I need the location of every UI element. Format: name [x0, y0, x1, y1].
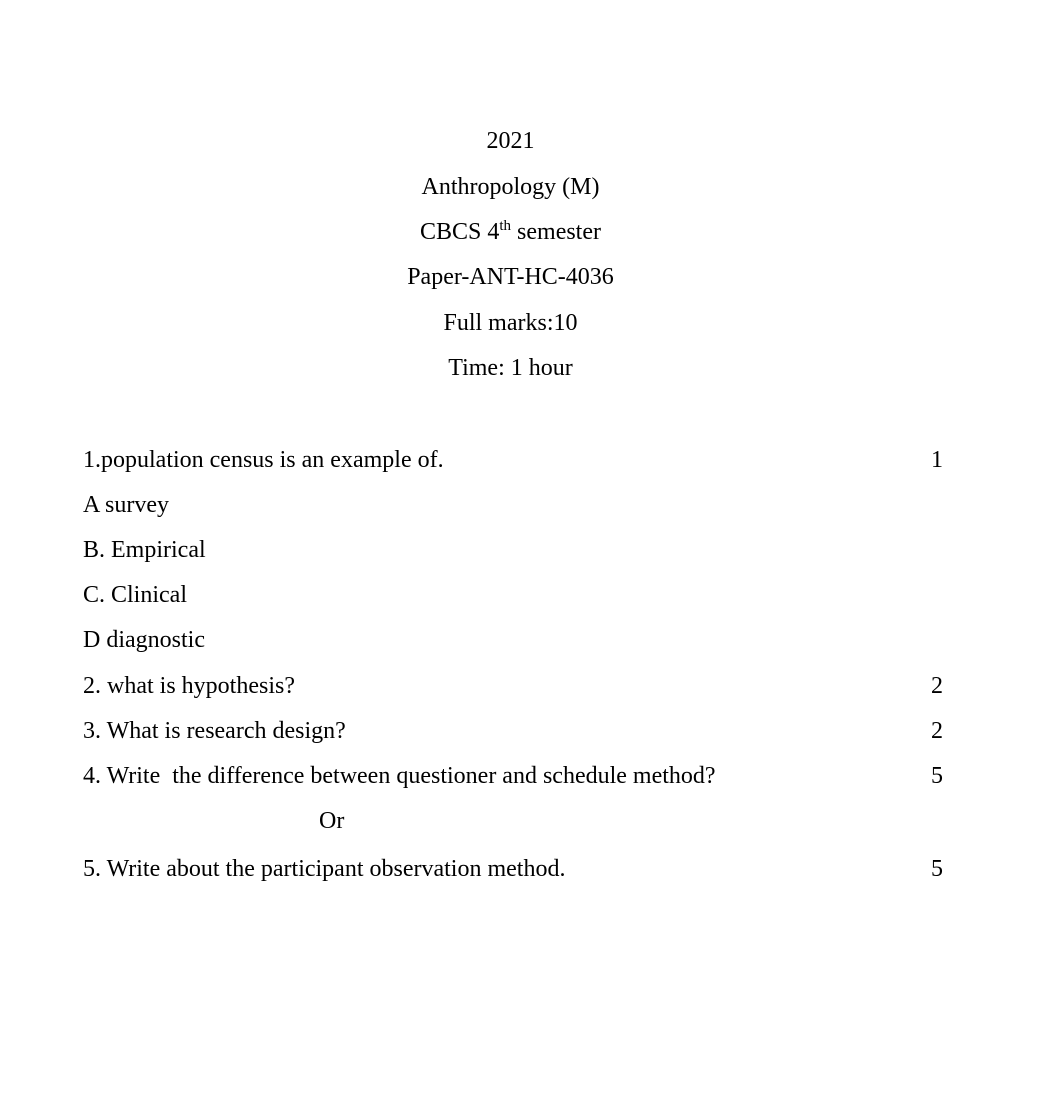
exam-year: 2021	[486, 128, 535, 154]
semester-prefix: CBCS 4	[419, 219, 500, 245]
exam-subject: Anthropology (M)	[421, 174, 600, 200]
question-marks: 2	[931, 718, 943, 744]
question-marks: 2	[931, 673, 943, 699]
or-separator: Or	[319, 808, 345, 834]
option-text: C. Clinical	[83, 582, 187, 608]
question-text: 5. Write about the participant observation method.	[83, 856, 566, 882]
question-text: 4. Write the difference between questioner and schedule method?	[83, 763, 716, 789]
question-marks: 5	[931, 763, 943, 789]
question-text: 2. what is hypothesis?	[83, 673, 295, 699]
question-marks: 5	[931, 856, 943, 882]
option-text: B. Empirical	[83, 537, 206, 563]
exam-full-marks: Full marks:10	[443, 310, 578, 336]
exam-time: Time: 1 hour	[448, 355, 573, 381]
semester-suffix: semester	[511, 219, 601, 245]
question-text: 3. What is research design?	[83, 718, 346, 744]
exam-paper-code: Paper-ANT-HC-4036	[407, 264, 614, 290]
semester-superscript: th	[499, 218, 512, 234]
exam-semester	[0, 218, 1021, 246]
option-text: D diagnostic	[83, 627, 205, 653]
option-text: A survey	[83, 492, 169, 518]
question-marks: 1	[931, 447, 943, 473]
question-text: 1.population census is an example of.	[83, 447, 444, 473]
